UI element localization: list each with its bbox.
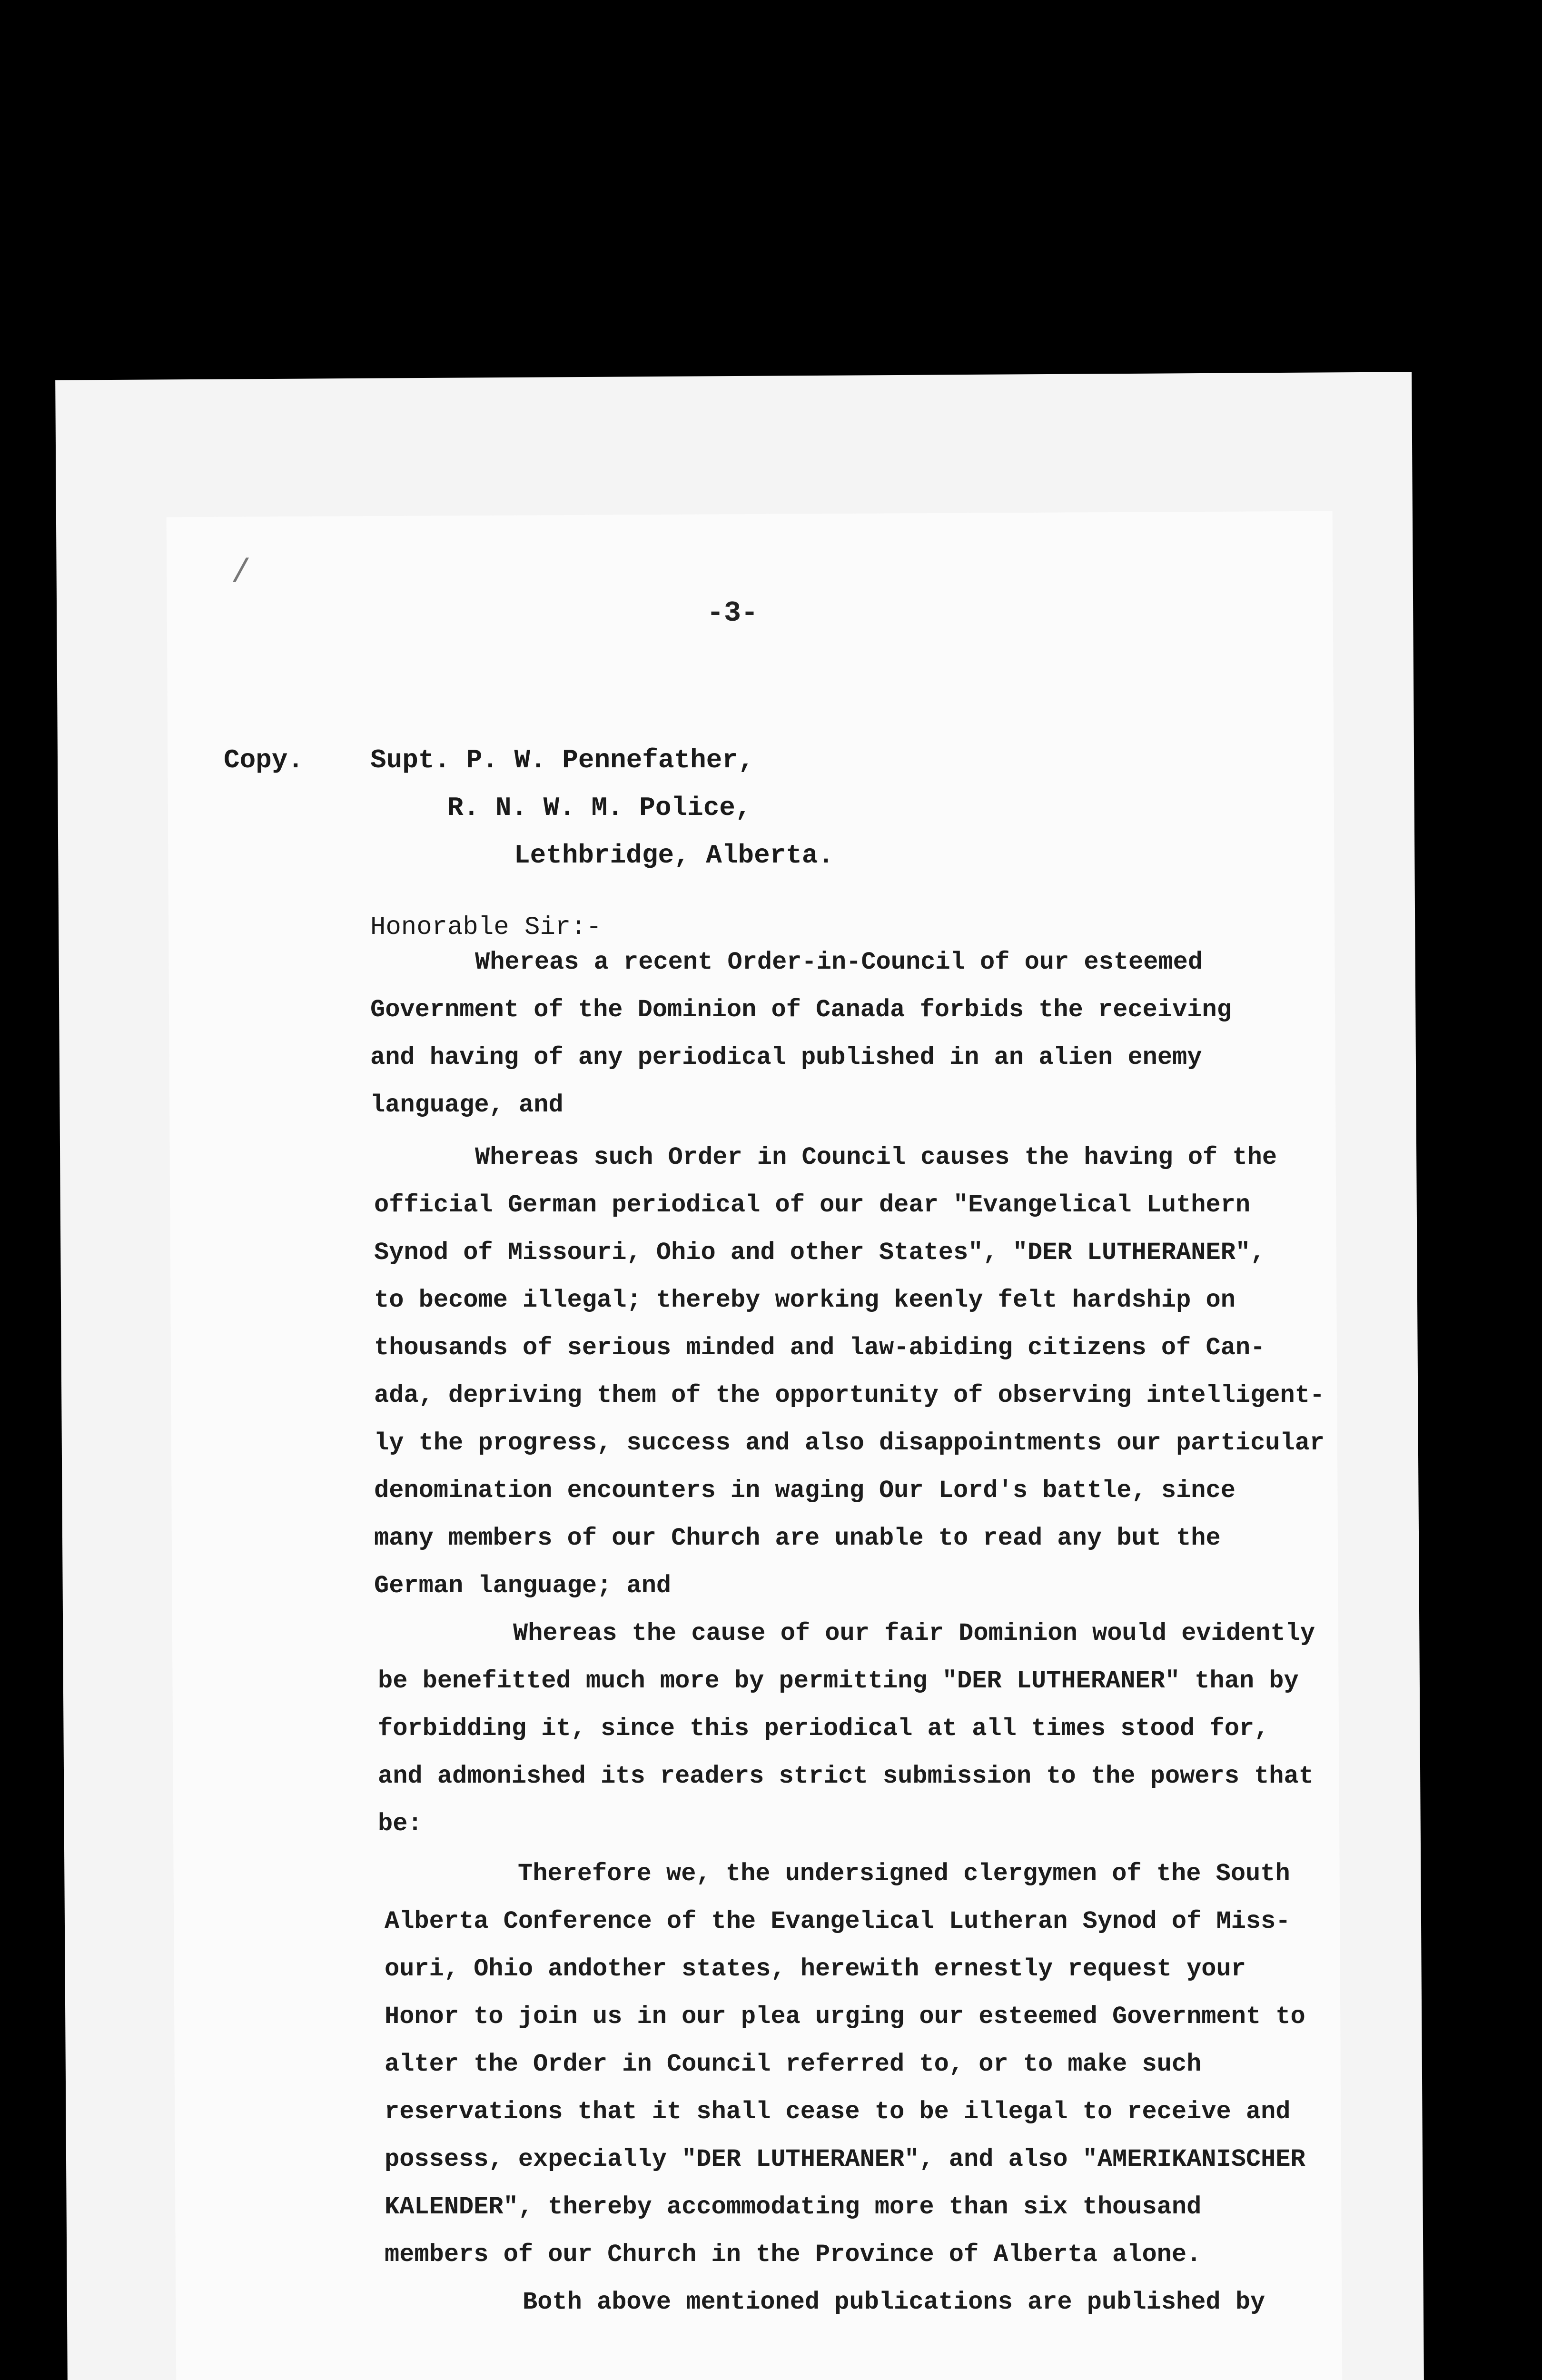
address-line-3: Lethbridge, Alberta. (514, 840, 834, 871)
body-line: ly the progress, success and also disappointments our particular (374, 1429, 1325, 1457)
pencil-mark: / (231, 555, 251, 592)
body-line: and having of any periodical published in an alien enemy (370, 1043, 1202, 1071)
body-line: denomination encounters in waging Our Lord's battle, since (374, 1477, 1236, 1505)
body-line: Whereas a recent Order-in-Council of our esteemed (475, 948, 1203, 976)
body-line: and admonished its readers strict submission to the powers that (378, 1762, 1314, 1790)
body-line: thousands of serious minded and law-abiding citizens of Can- (374, 1334, 1265, 1362)
salutation: Honorable Sir:- (370, 913, 602, 942)
page-number: -3- (707, 597, 759, 630)
body-line: forbidding it, since this periodical at all times stood for, (378, 1715, 1269, 1743)
address-line-2: R. N. W. M. Police, (447, 793, 751, 823)
body-line: Whereas such Order in Council causes the having of the (475, 1143, 1277, 1171)
body-line: language, and (370, 1091, 563, 1119)
copy-label: Copy. (224, 745, 304, 775)
body-line: possess, expecially "DER LUTHERANER", and also "AMERIKANISCHER (385, 2145, 1305, 2173)
body-line: be: (378, 1810, 423, 1838)
body-line: be benefitted much more by permitting "DER LUTHERANER" than by (378, 1667, 1299, 1695)
body-line: Synod of Missouri, Ohio and other States", "DER LUTHERANER", (374, 1239, 1265, 1267)
body-line: KALENDER", thereby accommodating more than six thousand (385, 2193, 1202, 2221)
body-line: German language; and (374, 1572, 672, 1600)
body-line: reservations that it shall cease to be illegal to receive and (385, 2098, 1291, 2126)
body-line: Alberta Conference of the Evangelical Lutheran Synod of Miss- (385, 1907, 1291, 1935)
body-line: Honor to join us in our plea urging our esteemed Government to (385, 2003, 1305, 2031)
body-line: ada, depriving them of the opportunity of observing intelligent- (374, 1381, 1325, 1409)
body-line: to become illegal; thereby working keenly felt hardship on (374, 1286, 1236, 1314)
body-line: alter the Order in Council referred to, or to make such (385, 2050, 1202, 2078)
body-line: members of our Church in the Province of Alberta alone. (385, 2241, 1202, 2269)
body-line: Therefore we, the undersigned clergymen of the South (518, 1860, 1290, 1888)
address-line-1: Supt. P. W. Pennefather, (370, 745, 754, 775)
body-line: many members of our Church are unable to read any but the (374, 1524, 1221, 1552)
body-line: Government of the Dominion of Canada forbids the receiving (370, 996, 1232, 1024)
body-line: official German periodical of our dear "Evangelical Luthern (374, 1191, 1251, 1219)
body-line: ouri, Ohio andother states, herewith ernestly request your (385, 1955, 1246, 1983)
body-line: Whereas the cause of our fair Dominion would evidently (513, 1619, 1315, 1647)
body-line: Both above mentioned publications are published by (523, 2288, 1265, 2316)
